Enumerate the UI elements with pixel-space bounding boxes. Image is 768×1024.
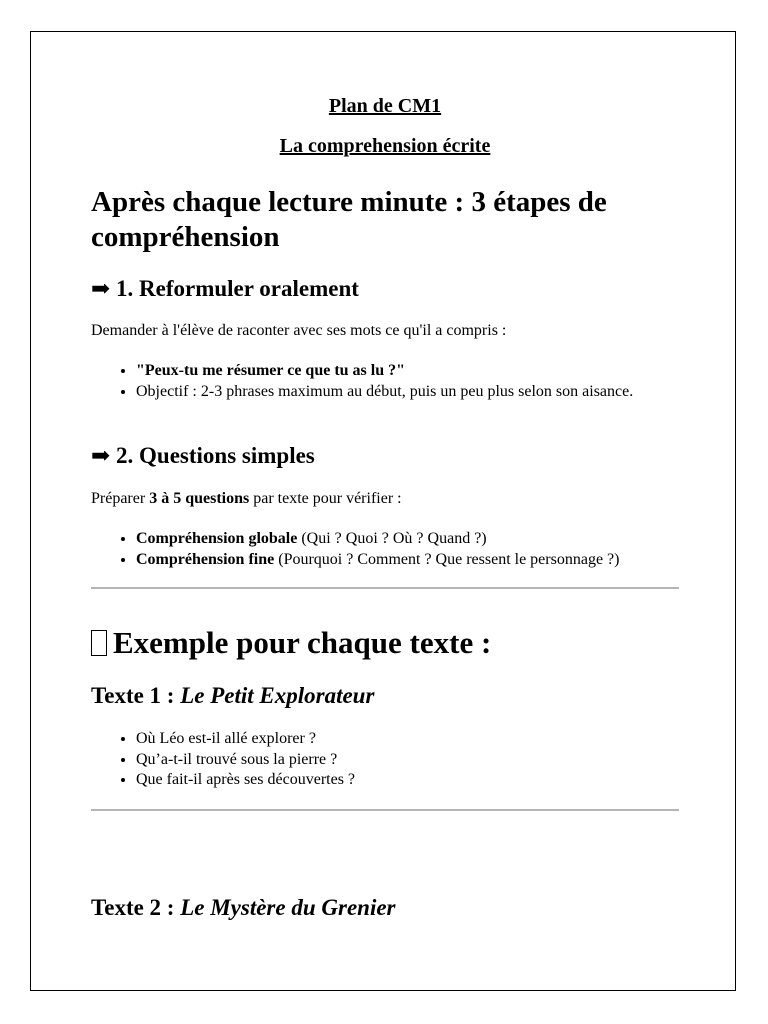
page-title: Plan de CM1 — [328, 95, 442, 117]
main-heading: Après chaque lecture minute : 3 étapes de compréhension — [91, 186, 607, 253]
list-item: • Compréhension fine (Pourquoi ? Comment ? Que ressent le personnage ?) — [136, 550, 724, 571]
list-item: • Compréhension globale (Qui ? Quoi ? Où ? Quand ?) — [136, 529, 724, 550]
horizontal-rule — [91, 809, 679, 811]
list-item: • Qu’a-t-il trouvé sous la pierre ? — [136, 750, 724, 771]
missing-glyph-icon — [91, 630, 107, 656]
step1-intro: Demander à l'élève de raconter avec ses mots ce qu'il a compris : — [91, 322, 507, 339]
list-item: • Où Léo est-il allé explorer ? — [136, 729, 724, 750]
text1-heading: Texte 1 : Le Petit Explorateur — [91, 683, 375, 708]
text2-heading: Texte 2 : Le Mystère du Grenier — [91, 895, 396, 920]
document-page — [30, 31, 736, 991]
arrow-right-icon: ➡ — [91, 443, 111, 468]
text1-questions — [91, 729, 724, 791]
list-item: • "Peux-tu me résumer ce que tu as lu ?" — [136, 361, 724, 382]
examples-heading: Exemple pour chaque texte : — [91, 625, 679, 661]
step2-intro: Préparer 3 à 5 questions par texte pour vérifier : — [91, 490, 402, 507]
horizontal-rule — [91, 587, 679, 589]
step2-heading — [91, 442, 679, 469]
list-item: • Que fait-il après ses découvertes ? — [136, 770, 724, 791]
step1-heading — [91, 275, 679, 302]
page-subtitle: La comprehension écrite — [279, 135, 491, 157]
step1-title: 1. Reformuler oralement — [116, 276, 359, 301]
arrow-right-icon: ➡ — [91, 276, 111, 301]
step2-title: 2. Questions simples — [116, 443, 315, 468]
step2-list — [91, 529, 724, 570]
step1-list — [91, 361, 724, 402]
list-item: • Objectif : 2-3 phrases maximum au début, puis un peu plus selon son aisance. — [136, 382, 724, 403]
